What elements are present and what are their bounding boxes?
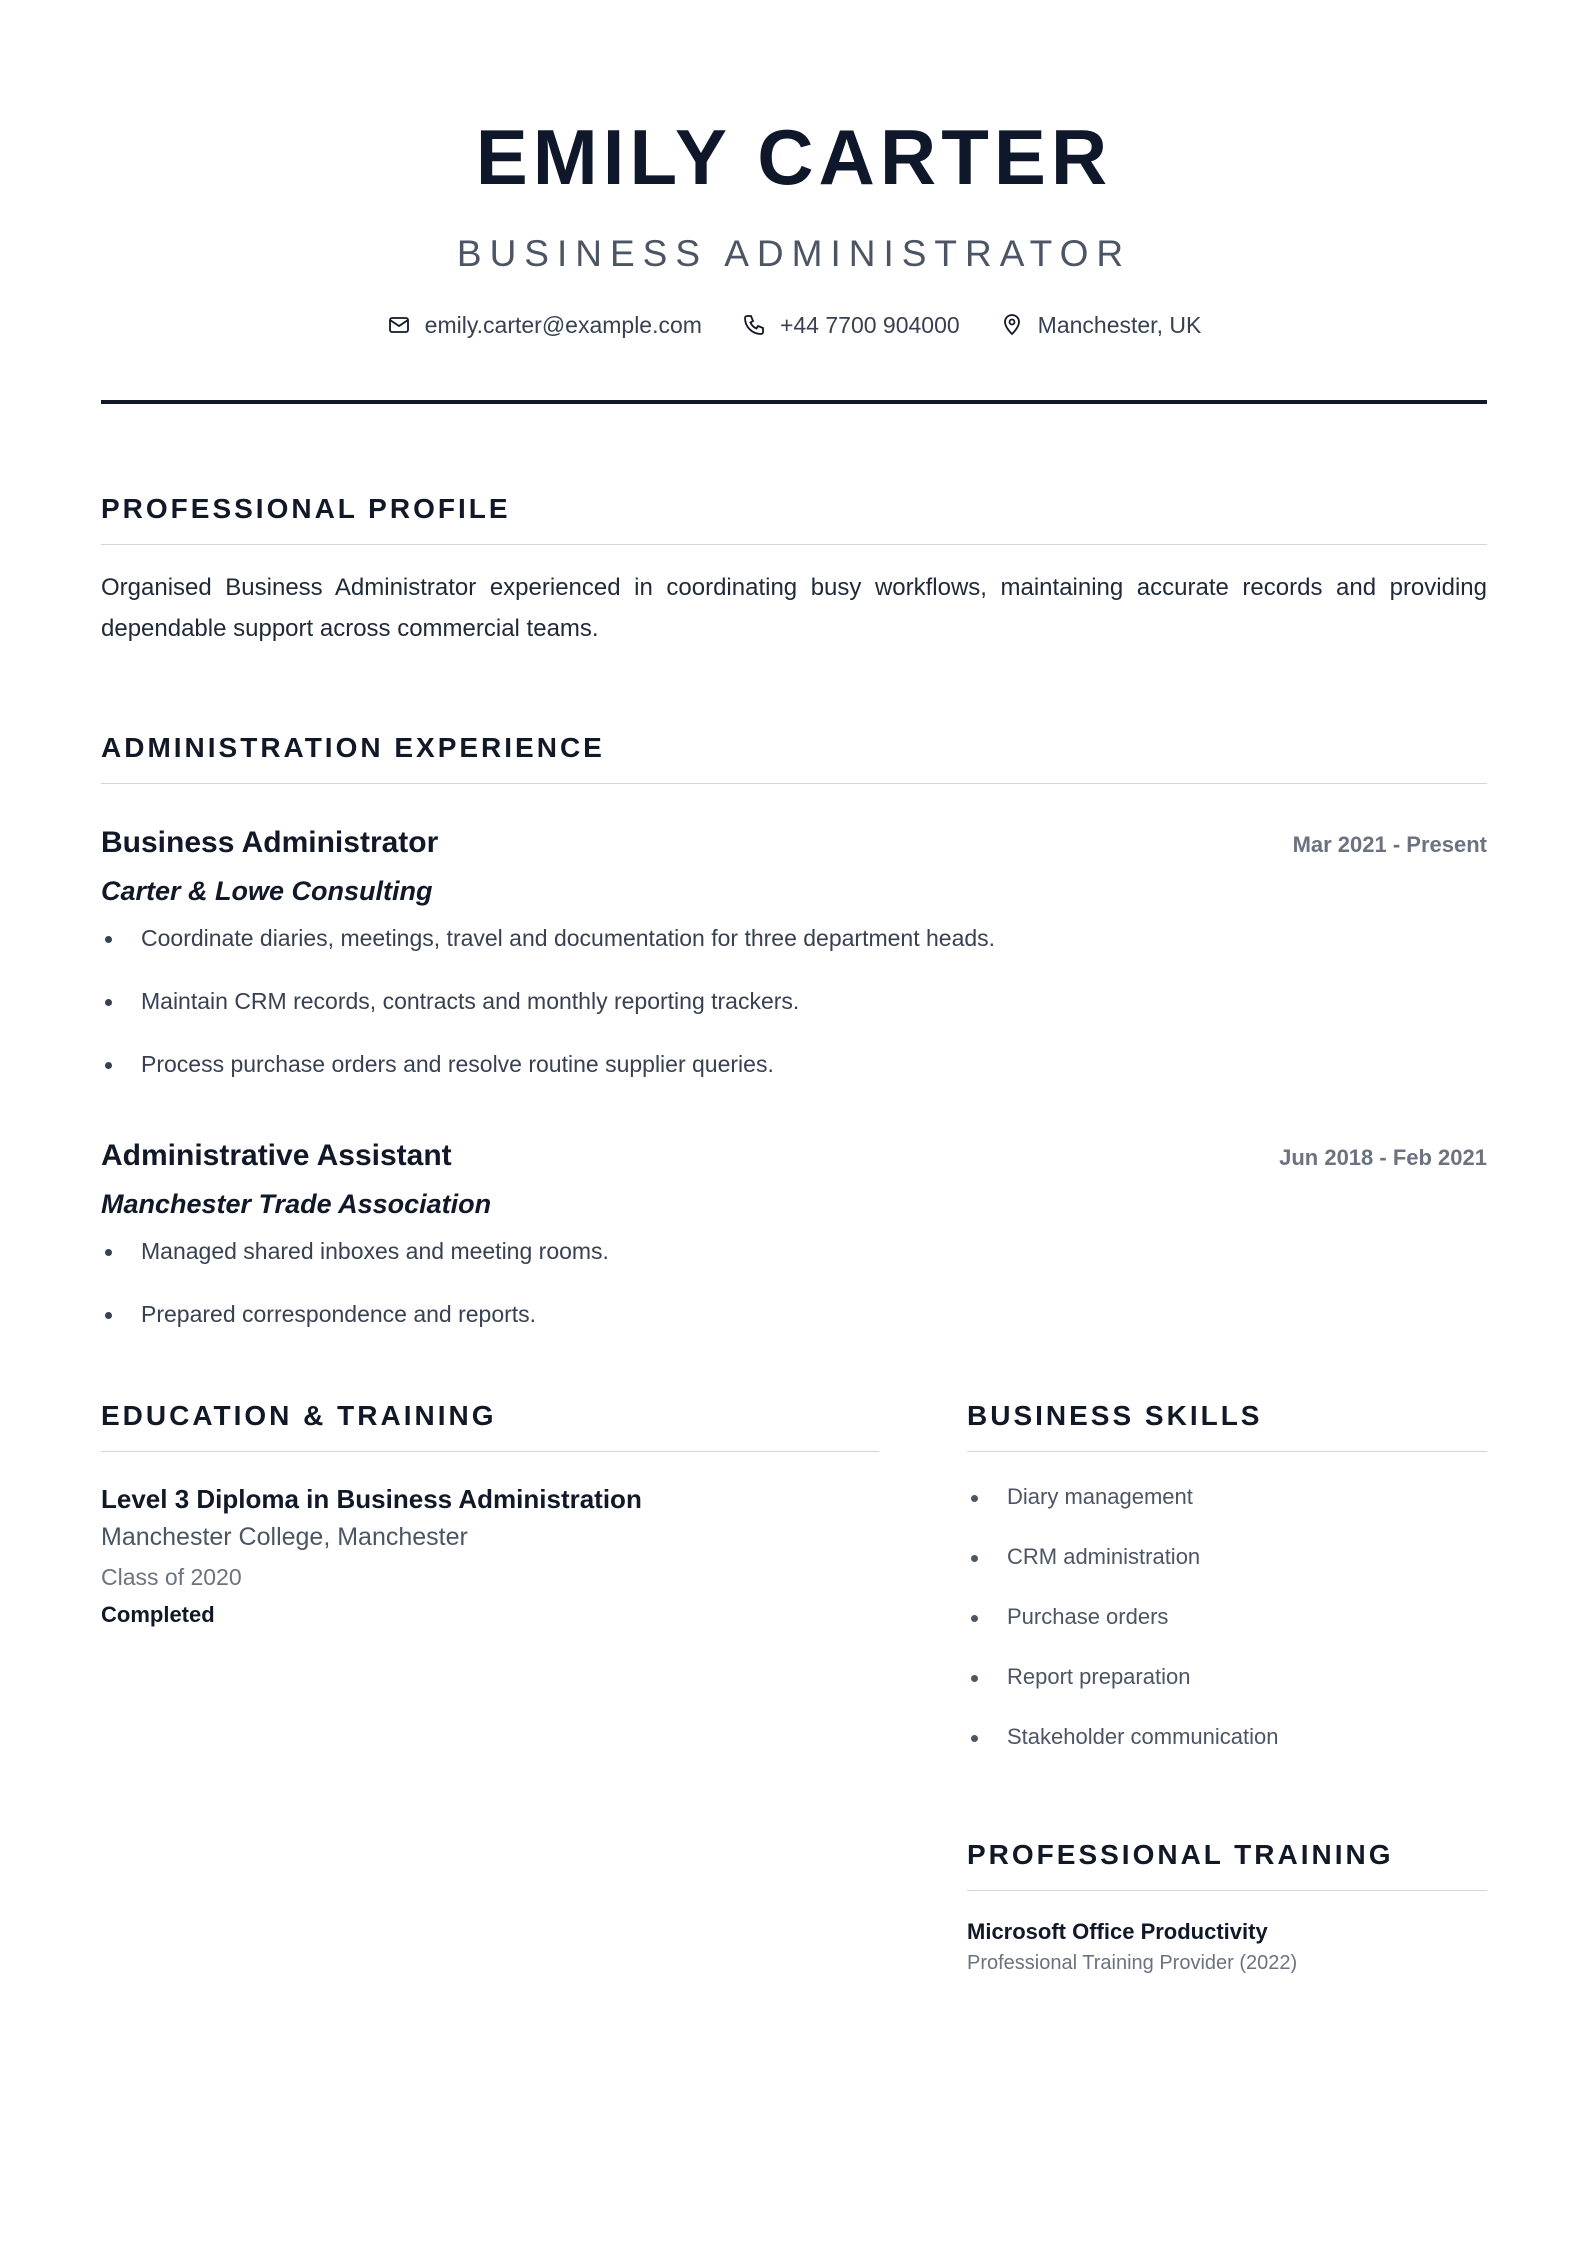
candidate-role: BUSINESS ADMINISTRATOR xyxy=(456,233,1132,274)
job-bullets xyxy=(101,1236,1487,1329)
training-provider: Professional Training Provider (2022) xyxy=(967,1952,1298,1974)
section-title: EDUCATION & TRAINING xyxy=(101,1400,497,1431)
two-column-area xyxy=(101,1399,1487,1977)
section-title: PROFESSIONAL TRAINING xyxy=(967,1839,1394,1870)
skills-list xyxy=(967,1482,1487,1752)
training-section xyxy=(967,1838,1487,1977)
list-item: Coordinate diaries, meetings, travel and documentation for three department heads. xyxy=(101,923,1487,953)
job-entry xyxy=(101,826,1487,1079)
header-divider xyxy=(101,400,1487,404)
list-item: Stakeholder communication xyxy=(967,1722,1487,1752)
education-section xyxy=(101,1399,879,1630)
job-header xyxy=(101,1139,1487,1173)
list-item: Prepared correspondence and reports. xyxy=(101,1299,1487,1329)
job-header xyxy=(101,826,1487,860)
list-item: Purchase orders xyxy=(967,1602,1487,1632)
training-entry xyxy=(967,1917,1487,1977)
location-pin-icon xyxy=(1000,313,1024,337)
job-dates: Jun 2018 - Feb 2021 xyxy=(1279,1145,1487,1170)
education-status: Completed xyxy=(101,1602,215,1627)
education-year: Class of 2020 xyxy=(101,1564,242,1590)
phone-text: +44 7700 904000 xyxy=(779,312,960,338)
education-school: Manchester College, Manchester xyxy=(101,1523,468,1551)
contact-email[interactable] xyxy=(387,310,702,340)
location-text: Manchester, UK xyxy=(1037,312,1202,338)
list-item: Managed shared inboxes and meeting rooms. xyxy=(101,1236,1487,1266)
contact-phone[interactable] xyxy=(742,310,960,340)
section-divider xyxy=(967,1890,1487,1891)
list-item: Maintain CRM records, contracts and monthly reporting trackers. xyxy=(101,986,1487,1016)
section-title: BUSINESS SKILLS xyxy=(967,1400,1263,1431)
list-item: Process purchase orders and resolve routine supplier queries. xyxy=(101,1049,1487,1079)
section-divider xyxy=(101,783,1487,784)
list-item: CRM administration xyxy=(967,1542,1487,1572)
job-company: Carter & Lowe Consulting xyxy=(101,876,433,906)
profile-section xyxy=(101,492,1487,649)
section-title: PROFESSIONAL PROFILE xyxy=(101,493,511,524)
right-column xyxy=(967,1399,1487,1977)
phone-icon xyxy=(742,313,766,337)
envelope-icon xyxy=(387,313,411,337)
experience-section xyxy=(101,731,1487,1329)
list-item: Report preparation xyxy=(967,1662,1487,1692)
education-degree: Level 3 Diploma in Business Administration xyxy=(101,1484,642,1514)
contact-location xyxy=(1000,310,1202,340)
job-company: Manchester Trade Association xyxy=(101,1189,492,1219)
profile-text: Organised Business Administrator experienced in coordinating busy workflows, maintaining accurate records and providing dependable support across commercial teams. xyxy=(101,574,1487,642)
section-divider xyxy=(101,1451,879,1452)
section-divider xyxy=(101,544,1487,545)
education-entry xyxy=(101,1482,879,1630)
job-entry xyxy=(101,1139,1487,1329)
job-title: Business Administrator xyxy=(101,826,439,859)
training-title: Microsoft Office Productivity xyxy=(967,1919,1268,1944)
job-bullets xyxy=(101,923,1487,1079)
candidate-name: EMILY CARTER xyxy=(475,113,1113,201)
skills-section xyxy=(967,1399,1487,1752)
job-title: Administrative Assistant xyxy=(101,1139,452,1172)
list-item: Diary management xyxy=(967,1482,1487,1512)
contact-row xyxy=(101,310,1487,340)
job-dates: Mar 2021 - Present xyxy=(1292,832,1487,857)
section-divider xyxy=(967,1451,1487,1452)
section-title: ADMINISTRATION EXPERIENCE xyxy=(101,732,605,763)
left-column xyxy=(101,1399,879,1977)
email-text: emily.carter@example.com xyxy=(424,312,702,338)
resume-header xyxy=(101,0,1487,340)
